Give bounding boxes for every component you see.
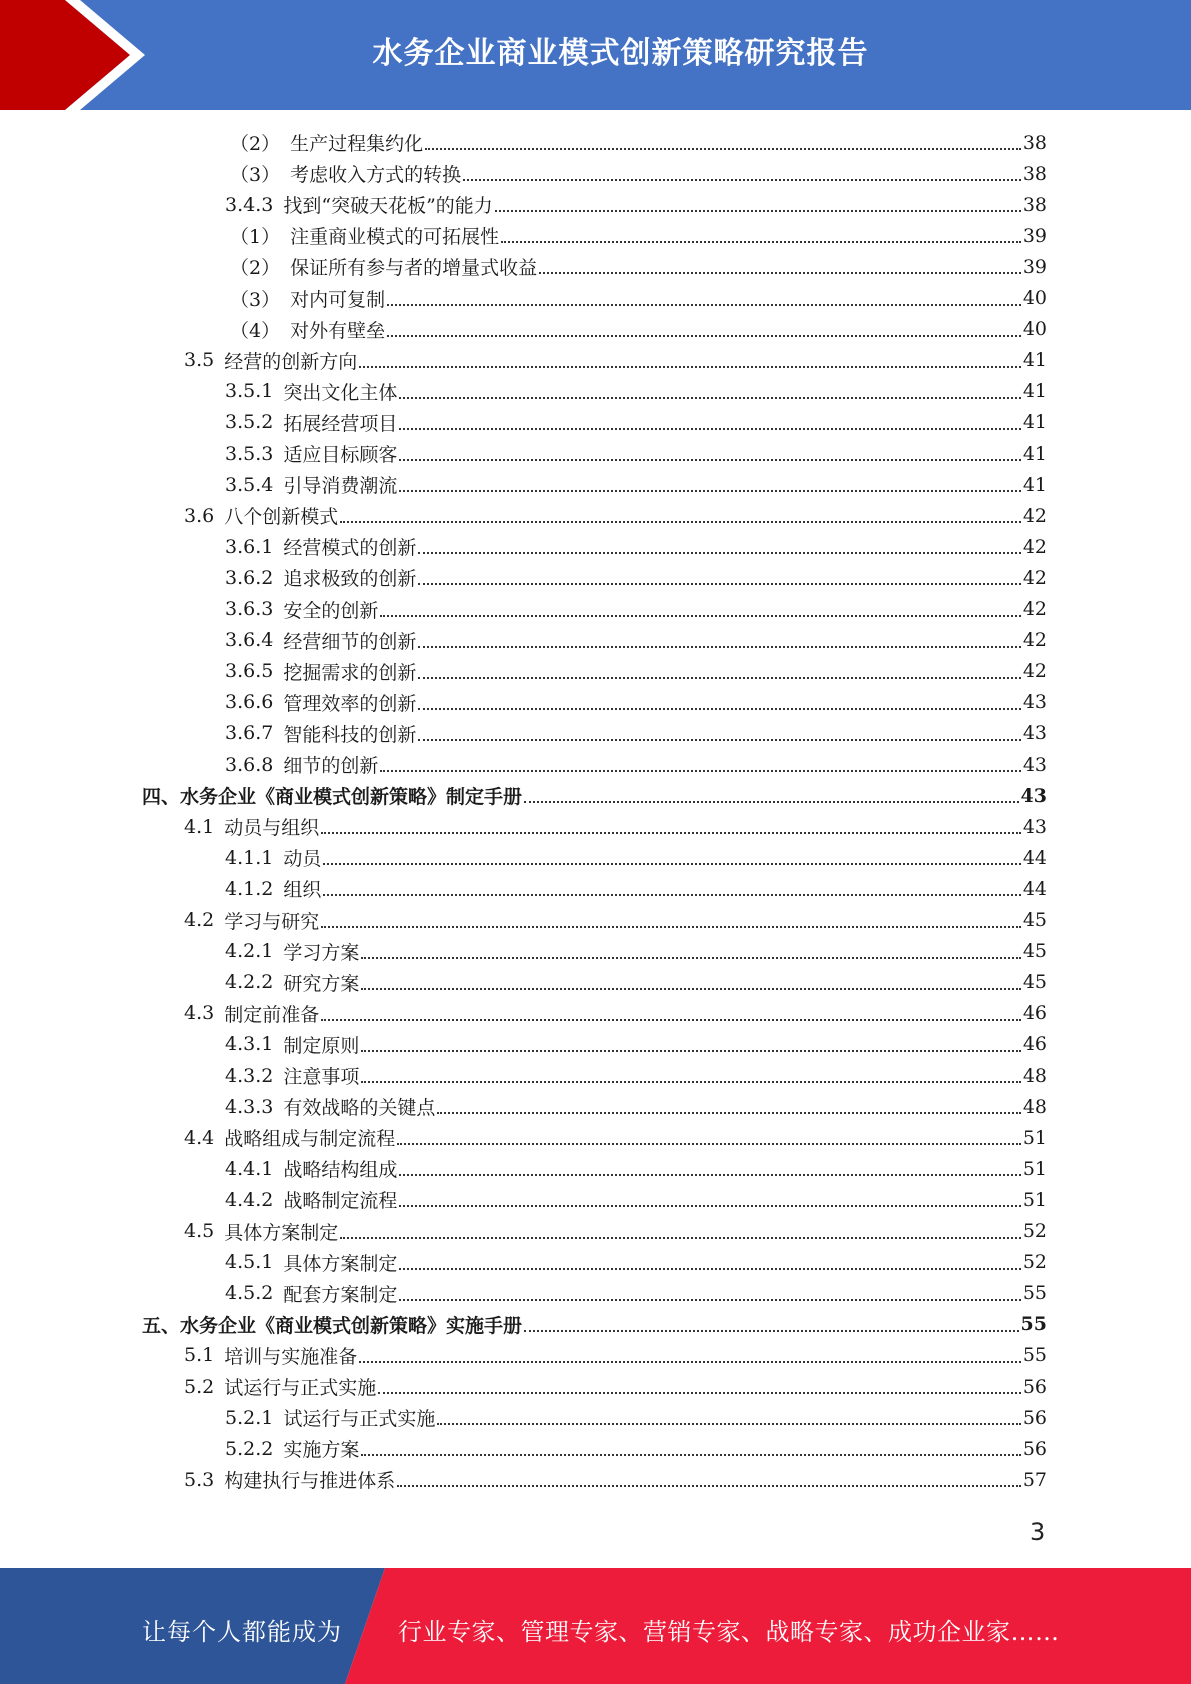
toc-entry[interactable] (225, 749, 1047, 780)
toc-entry-number: 4.3 (184, 1002, 215, 1025)
toc-entry[interactable] (225, 1433, 1047, 1464)
toc-dot-leader (437, 1423, 1020, 1425)
toc-entry-title: 注重商业模式的可拓展性 (290, 226, 500, 249)
toc-entry[interactable] (225, 469, 1047, 500)
toc-entry-page: 48 (1022, 1095, 1047, 1118)
toc-entry-number: 5.2.2 (225, 1437, 274, 1460)
toc-dot-leader (418, 677, 1020, 679)
toc-entry-page: 42 (1022, 566, 1047, 589)
toc-entry[interactable] (225, 873, 1047, 904)
toc-entry-page: 57 (1022, 1468, 1047, 1491)
toc-dot-leader (437, 1112, 1020, 1114)
toc-entry[interactable] (225, 625, 1047, 656)
toc-dot-leader (501, 241, 1021, 243)
toc-entry-page: 55 (1020, 1313, 1047, 1336)
toc-entry[interactable] (142, 780, 1047, 811)
toc-entry[interactable] (142, 1309, 1047, 1340)
toc-entry-page: 48 (1022, 1064, 1047, 1087)
toc-entry-number: 3.4.3 (225, 193, 274, 216)
toc-dot-leader (387, 304, 1021, 306)
toc-entry-page: 41 (1022, 349, 1047, 372)
toc-entry-number: 5.2 (184, 1375, 215, 1398)
toc-entry-title: 构建执行与推进体系 (224, 1470, 396, 1493)
toc-entry-title: 试运行与正式实施 (283, 1408, 436, 1431)
toc-entry-title: 挖掘需求的创新 (283, 661, 417, 684)
toc-entry-title: 试运行与正式实施 (224, 1377, 377, 1399)
toc-entry[interactable] (225, 1278, 1047, 1309)
toc-entry-number: 3.6.7 (225, 722, 274, 745)
toc-dot-leader (323, 894, 1020, 896)
toc-dot-leader (418, 739, 1020, 741)
toc-entry-number: （3） (230, 164, 281, 187)
toc-entry-title: 组织 (283, 879, 322, 902)
toc-entry-number: （2） (230, 133, 281, 155)
toc-entry-number: 4.3.3 (225, 1095, 274, 1118)
toc-dot-leader (359, 1361, 1021, 1363)
toc-entry-page: 52 (1022, 1251, 1047, 1274)
toc-dot-leader (321, 926, 1021, 928)
toc-entry-page: 41 (1022, 442, 1047, 465)
toc-entry-number: 3.6.6 (225, 691, 274, 714)
toc-dot-leader (340, 521, 1021, 523)
toc-entry-page: 43 (1022, 722, 1047, 745)
toc-entry-number: 4.5.2 (225, 1282, 274, 1305)
toc-entry[interactable] (230, 127, 1047, 158)
toc-entry-page: 42 (1022, 660, 1047, 683)
toc-entry[interactable] (225, 656, 1047, 687)
toc-entry[interactable] (184, 998, 1047, 1029)
toc-entry-title: 突出文化主体 (283, 381, 398, 404)
toc-entry[interactable] (184, 1340, 1047, 1371)
toc-entry-title: 五、水务企业《商业模式创新策略》实施手册 (142, 1314, 523, 1337)
toc-entry-number: 4.2.1 (225, 940, 274, 963)
toc-entry-page: 56 (1022, 1437, 1047, 1460)
toc-dot-leader (399, 459, 1020, 461)
toc-entry-page: 55 (1022, 1282, 1047, 1305)
toc-entry-number: 3.6.2 (225, 566, 274, 589)
toc-dot-leader (495, 210, 1021, 212)
toc-entry-page: 42 (1022, 629, 1047, 652)
toc-entry-page: 43 (1020, 784, 1047, 807)
toc-entry[interactable] (184, 1216, 1047, 1247)
toc-entry[interactable] (225, 189, 1047, 220)
toc-dot-leader (539, 272, 1021, 274)
toc-entry-title: 细节的创新 (283, 755, 379, 777)
toc-entry-number: 4.4.2 (225, 1188, 274, 1211)
toc-entry[interactable] (230, 220, 1047, 251)
toc-dot-leader (399, 1299, 1020, 1301)
footer-bar (0, 1568, 1191, 1684)
page-number: 3 (1030, 1518, 1046, 1546)
toc-entry-title: 动员与组织 (224, 817, 320, 840)
toc-entry[interactable] (225, 1247, 1047, 1278)
toc-entry-number: 5.3 (184, 1468, 215, 1491)
toc-entry-number: 4.4 (184, 1126, 215, 1149)
toc-entry-page: 44 (1022, 846, 1047, 869)
toc-dot-leader (399, 1205, 1020, 1207)
toc-entry-page: 43 (1022, 691, 1047, 714)
toc-entry-title: 拓展经营项目 (283, 412, 398, 435)
toc-entry-page: 42 (1022, 598, 1047, 620)
toc-entry-title: 四、水务企业《商业模式创新策略》制定手册 (142, 786, 523, 809)
toc-entry[interactable] (184, 1371, 1047, 1402)
toc-entry[interactable] (230, 251, 1047, 282)
toc-entry-title: 八个创新模式 (224, 506, 339, 529)
toc-entry[interactable] (225, 1091, 1047, 1122)
toc-entry-title: 追求极致的创新 (283, 568, 417, 591)
toc-entry-page: 40 (1022, 287, 1047, 309)
toc-entry-page: 44 (1022, 877, 1047, 900)
toc-dot-leader (418, 583, 1020, 585)
toc-entry-page: 51 (1022, 1188, 1047, 1211)
toc-entry-title: 保证所有参与者的增量式收益 (290, 257, 538, 280)
toc-entry-title: 战略结构组成 (283, 1159, 398, 1182)
toc-entry-number: 4.2.2 (225, 971, 274, 994)
toc-entry-title: 考虑收入方式的转换 (290, 164, 462, 187)
toc-entry-page: 46 (1022, 1002, 1047, 1025)
toc-entry-title: 对外有壁垒 (290, 319, 386, 342)
toc-entry-number: 3.5.4 (225, 473, 274, 496)
toc-entry-title: 有效战略的关键点 (283, 1097, 436, 1120)
toc-entry[interactable] (225, 967, 1047, 998)
toc-entry[interactable] (184, 1464, 1047, 1495)
toc-entry-page: 38 (1022, 131, 1047, 154)
toc-dot-leader (361, 957, 1020, 959)
toc-dot-leader (524, 801, 1019, 803)
toc-entry-title: 学习方案 (283, 941, 360, 964)
toc-entry[interactable] (225, 531, 1047, 562)
toc-entry-page: 56 (1022, 1375, 1047, 1398)
toc-entry-title: 制定前准备 (224, 1003, 320, 1026)
toc-dot-leader (380, 770, 1020, 772)
toc-entry-title: 智能科技的创新 (283, 723, 417, 746)
toc-entry[interactable] (225, 376, 1047, 407)
footer-slogan-left: 让每个人都能成为 (142, 1618, 342, 1646)
toc-entry[interactable] (225, 718, 1047, 749)
document-title: 水务企业商业模式创新策略研究报告 (372, 36, 869, 71)
toc-entry[interactable] (225, 936, 1047, 967)
toc-entry-number: 4.1.2 (225, 877, 274, 900)
toc-entry-number: 3.6.8 (225, 753, 274, 776)
toc-entry[interactable] (225, 1029, 1047, 1060)
toc-entry[interactable] (184, 345, 1047, 376)
toc-entry-title: 找到“突破天花板”的能力 (283, 195, 493, 218)
toc-entry-number: 3.5.2 (225, 411, 274, 434)
toc-entry-title: 引导消费潮流 (283, 475, 398, 498)
toc-entry[interactable] (230, 283, 1047, 314)
toc-entry-title: 战略制定流程 (283, 1190, 398, 1213)
toc-dot-leader (399, 1268, 1020, 1270)
toc-entry[interactable] (225, 1153, 1047, 1184)
toc-entry-page: 55 (1022, 1344, 1047, 1367)
toc-entry-page: 43 (1022, 815, 1047, 838)
toc-entry-page: 56 (1022, 1406, 1047, 1429)
footer-slogan-right: 行业专家、管理专家、营销专家、战略专家、成功企业家…… (398, 1618, 1060, 1646)
toc-entry-number: 3.5.1 (225, 380, 274, 403)
toc-entry-number: 4.3.2 (225, 1064, 274, 1087)
toc-entry-number: 4.5.1 (225, 1251, 274, 1274)
toc-entry-number: 3.5 (184, 349, 215, 372)
toc-entry-number: 5.1 (184, 1344, 215, 1367)
toc-entry[interactable] (225, 407, 1047, 438)
toc-dot-leader (359, 366, 1021, 368)
toc-dot-leader (361, 1454, 1020, 1456)
toc-entry-title: 培训与实施准备 (224, 1345, 358, 1368)
toc-entry-number: 4.1.1 (225, 846, 274, 869)
toc-entry-title: 适应目标顾客 (283, 444, 398, 466)
toc-entry[interactable] (225, 687, 1047, 718)
toc-entry-title: 经营的创新方向 (224, 350, 358, 373)
toc-entry-page: 41 (1022, 473, 1047, 496)
toc-entry-number: 4.2 (184, 909, 215, 931)
toc-entry-number: 4.1 (184, 815, 215, 838)
toc-entry-title: 具体方案制定 (283, 1252, 398, 1275)
toc-entry-title: 经营模式的创新 (283, 537, 417, 560)
toc-entry-title: 安全的创新 (283, 599, 379, 622)
toc-dot-leader (323, 863, 1020, 865)
toc-entry-number: 3.6.4 (225, 629, 274, 652)
toc-dot-leader (425, 148, 1021, 150)
toc-entry-page: 41 (1022, 411, 1047, 434)
toc-entry[interactable] (184, 905, 1047, 936)
toc-entry-number: （3） (230, 288, 281, 311)
toc-dot-leader (397, 1485, 1021, 1487)
toc-entry-title: 注意事项 (283, 1066, 360, 1088)
toc-entry-number: 3.6.5 (225, 660, 274, 683)
toc-entry[interactable] (225, 562, 1047, 593)
toc-entry[interactable] (230, 314, 1047, 345)
toc-dot-leader (387, 335, 1021, 337)
toc-entry-number: 5.2.1 (225, 1406, 274, 1429)
toc-dot-leader (418, 708, 1020, 710)
toc-entry-title: 配套方案制定 (283, 1283, 398, 1306)
toc-entry[interactable] (184, 1122, 1047, 1153)
toc-entry-page: 45 (1022, 940, 1047, 963)
header-bar (0, 0, 1191, 110)
toc-entry-page: 38 (1022, 162, 1047, 185)
toc-entry-page: 45 (1022, 909, 1047, 931)
toc-entry-page: 40 (1022, 318, 1047, 341)
toc-entry-page: 42 (1022, 535, 1047, 558)
toc-dot-leader (399, 428, 1020, 430)
toc-dot-leader (321, 832, 1021, 834)
toc-entry-title: 研究方案 (283, 972, 360, 995)
toc-entry-number: 3.5.3 (225, 442, 274, 465)
toc-dot-leader (378, 1392, 1021, 1394)
toc-dot-leader (399, 490, 1020, 492)
toc-entry-title: 经营细节的创新 (283, 630, 417, 653)
toc-entry[interactable] (225, 1060, 1047, 1091)
toc-entry-title: 管理效率的创新 (283, 692, 417, 715)
toc-entry[interactable] (225, 594, 1047, 625)
toc-dot-leader (418, 552, 1020, 554)
toc-entry[interactable] (184, 811, 1047, 842)
toc-entry-title: 动员 (283, 848, 322, 871)
toc-dot-leader (397, 1143, 1021, 1145)
toc-entry-number: （4） (230, 319, 281, 342)
toc-dot-leader (463, 179, 1021, 181)
toc-entry-page: 51 (1022, 1157, 1047, 1180)
toc-entry-page: 43 (1022, 753, 1047, 776)
toc-entry-title: 实施方案 (283, 1439, 360, 1462)
toc-entry-page: 52 (1022, 1220, 1047, 1242)
toc-dot-leader (321, 1019, 1021, 1021)
toc-entry-number: 3.6 (184, 504, 215, 527)
toc-entry-page: 42 (1022, 504, 1047, 527)
toc-entry-page: 51 (1022, 1126, 1047, 1149)
toc-entry-number: 4.4.1 (225, 1157, 274, 1180)
toc-dot-leader (361, 1050, 1020, 1052)
toc-entry-page: 38 (1022, 193, 1047, 216)
toc-dot-leader (361, 1081, 1020, 1083)
toc-entry-title: 对内可复制 (290, 288, 386, 311)
toc-entry-number: （1） (230, 226, 281, 249)
toc-dot-leader (361, 988, 1020, 990)
toc-entry[interactable] (225, 438, 1047, 469)
toc-dot-leader (399, 1174, 1020, 1176)
toc-entry-title: 具体方案制定 (224, 1221, 339, 1244)
toc-entry-page: 39 (1022, 224, 1047, 247)
toc-dot-leader (524, 1330, 1019, 1332)
toc-entry-number: （2） (230, 257, 281, 280)
toc-dot-leader (418, 646, 1020, 648)
toc-entry-title: 学习与研究 (224, 910, 320, 933)
toc-entry-page: 39 (1022, 255, 1047, 278)
toc-entry-title: 生产过程集约化 (290, 133, 424, 155)
toc-entry-number: 3.6.1 (225, 535, 274, 558)
toc-entry[interactable] (225, 1184, 1047, 1215)
toc-entry[interactable] (184, 500, 1047, 531)
toc-entry-number: 4.5 (184, 1220, 215, 1242)
toc-dot-leader (380, 615, 1020, 617)
toc-entry-number: 4.3.1 (225, 1033, 274, 1056)
toc-entry-page: 45 (1022, 971, 1047, 994)
toc-entry-page: 41 (1022, 380, 1047, 403)
toc-entry-number: 3.6.3 (225, 598, 274, 620)
toc-dot-leader (399, 397, 1020, 399)
toc-dot-leader (340, 1237, 1021, 1239)
toc-entry-title: 战略组成与制定流程 (224, 1128, 396, 1151)
toc-entry[interactable] (225, 842, 1047, 873)
toc-entry-page: 46 (1022, 1033, 1047, 1056)
toc-entry[interactable] (230, 158, 1047, 189)
toc-entry-title: 制定原则 (283, 1034, 360, 1057)
toc-entry[interactable] (225, 1402, 1047, 1433)
